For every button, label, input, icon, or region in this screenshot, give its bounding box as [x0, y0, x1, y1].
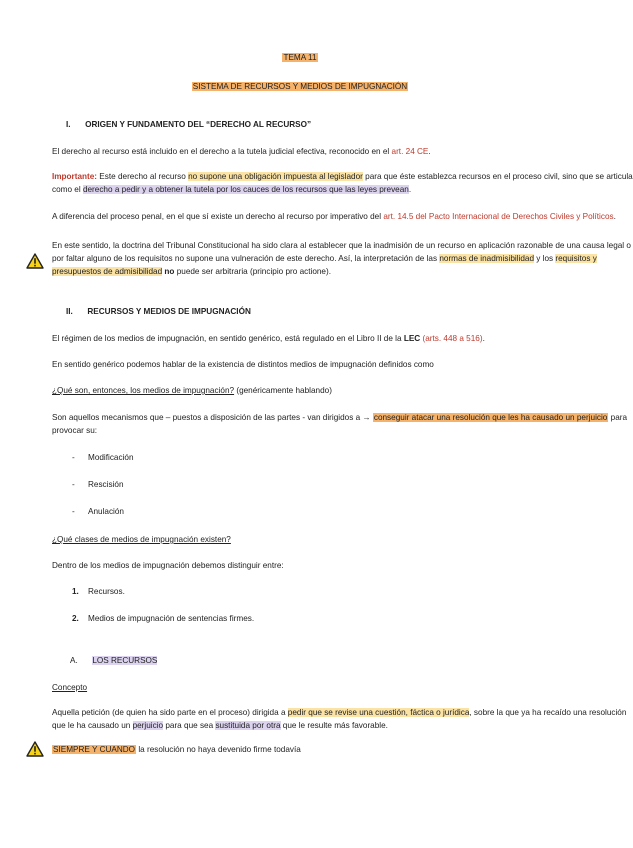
list-item: Medios de impugnación de sentencias firmes.	[88, 614, 255, 623]
paragraph-2-line-1: Importante: Este derecho al recurso no supone una obligación impuesta al legislador para que éste establezca recursos en el proceso civil, sino que se articula	[52, 172, 633, 181]
paragraph-7-line-1: Son aquellos mecanismos que – puestos a disposición de las partes - van dirigidos a → conseguir atacar una resolución que les ha causado un perjuicio para	[52, 413, 628, 422]
section-2-heading: II. RECURSOS Y MEDIOS DE IMPUGNACIÓN	[66, 307, 251, 316]
list-number: 1.	[72, 587, 79, 596]
question-1: ¿Qué son, entonces, los medios de impugnación? (genéricamente hablando)	[52, 386, 332, 395]
warning-icon	[26, 253, 44, 269]
list-item: Anulación	[88, 507, 124, 516]
paragraph-9-line-2: que le ha causado un perjuicio para que sea sustituida por otra que le resulte más favorable.	[52, 721, 388, 730]
list-item: Recursos.	[88, 587, 125, 596]
list-dash: -	[72, 453, 75, 462]
list-number: 2.	[72, 614, 79, 623]
list-item: Modificación	[88, 453, 134, 462]
paragraph-4-line-3: presupuestos de admisibilidad no puede ser arbitraria (principio pro actione).	[52, 267, 331, 276]
paragraph-2-line-2: como el derecho a pedir y a obtener la tutela por los cauces de los recursos que las leyes prevean.	[52, 185, 412, 194]
section-1-heading: I. ORIGEN Y FUNDAMENTO DEL “DERECHO AL RECURSO”	[66, 120, 312, 129]
paragraph-1: El derecho al recurso está incluido en el derecho a la tutela judicial efectiva, reconocido en el art. 24 CE.	[52, 147, 431, 156]
warning-icon	[26, 741, 44, 757]
list-item: Rescisión	[88, 480, 124, 489]
doc-subtitle: SISTEMA DE RECURSOS Y MEDIOS DE IMPUGNACIÓN	[192, 82, 408, 91]
paragraph-4-line-2: por faltar alguno de los requisitos no supone una vulneración de este derecho. Así, la interpretación de las normas de inadmisibilidad y los requisitos y	[52, 254, 597, 263]
paragraph-7-line-2: provocar su:	[52, 426, 98, 435]
paragraph-4-line-1: En este sentido, la doctrina del Tribunal Constitucional ha sido clara al establecer que la inadmisión de un recurso en aplicación razonable de una causa legal o	[52, 241, 631, 250]
concepto-label: Concepto	[52, 683, 88, 692]
paragraph-9-line-1: Aquella petición (de quien ha sido parte en el proceso) dirigida a pedir que se revise una cuestión, fáctica o jurídica, sobre la que ya ha recaído una resolución	[52, 708, 627, 717]
paragraph-6: En sentido genérico podemos hablar de la existencia de distintos medios de impugnación definidos como	[52, 360, 434, 369]
list-dash: -	[72, 507, 75, 516]
list-dash: -	[72, 480, 75, 489]
paragraph-5: El régimen de los medios de impugnación, en sentido genérico, está regulado en el Libro II de la LEC (arts. 448 a 516).	[52, 334, 485, 343]
section-a-heading: A. LOS RECURSOS	[70, 656, 158, 665]
paragraph-10: SIEMPRE Y CUANDO la resolución no haya devenido firme todavía	[53, 745, 301, 754]
paragraph-3: A diferencia del proceso penal, en el que sí existe un derecho al recurso por imperativo del art. 14.5 del Pacto Internacional de Derechos Civiles y Políticos.	[52, 212, 616, 221]
paragraph-8: Dentro de los medios de impugnación debemos distinguir entre:	[52, 561, 284, 570]
question-2: ¿Qué clases de medios de impugnación existen?	[52, 535, 231, 544]
doc-title: TEMA 11	[283, 53, 317, 62]
